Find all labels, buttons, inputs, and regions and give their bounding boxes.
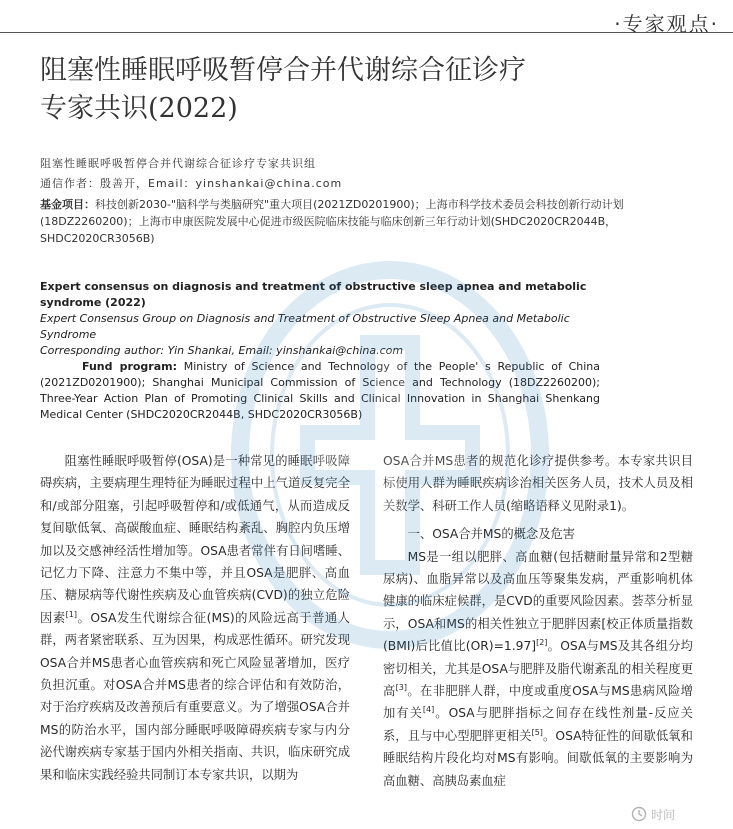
corresponding-author-en: Corresponding author: Yin Shankai, Email: yinshankai@china.com xyxy=(40,344,404,357)
author-group-en: Expert Consensus Group on Diagnosis and Treatment of Obstructive Sleep Apnea and Metabolic Syndrome xyxy=(40,312,570,341)
author-group-cn: 阻塞性睡眠呼吸暂停合并代谢综合征诊疗专家共识组 xyxy=(40,157,316,170)
english-title: Expert consensus on diagnosis and treatment of obstructive sleep apnea and metabolic syndrome (2022) xyxy=(40,280,587,309)
en-meta-block xyxy=(40,279,600,423)
body-paragraph: 阻塞性睡眠呼吸暂停(OSA)是一种常见的睡眠呼吸障碍疾病，主要病理生理特征为睡眠过程中上气道反复完全和/或部分阻塞，引起呼吸暂停和/或低通气，从而造成反复间歇低氧、高碳酸血症、睡眠结构紊乱、胸腔内负压增加以及交感神经活性增加等。OSA患者常伴有日间嗜睡、记忆力下降、注意力不集中等，并且OSA是肥胖、高血压、糖尿病等代谢性疾病及心血管疾病(CVD)的独立危险因素[1]。OSA发生代谢综合征(MS)的风险远高于普通人群，两者紧密联系、互为因果，构成恶性循环。研究发现OSA合并MS患者心血管疾病和死亡风险显著增加，医疗负担沉重。对OSA合并MS患者的综合评估和有效防治，对于治疗疾病及改善预后有重要意义。为了增强OSA合并MS的防治水平，国内部分睡眠呼吸障碍疾病专家与内分泌代谢疾病专家基于国内外相关指南、共识，临床研究成果和临床实践经验共同制订本专家共识，以期为 xyxy=(40,454,350,782)
citation-ref[interactable]: [3] xyxy=(395,682,408,692)
body-column-left xyxy=(40,450,350,786)
section-tag: ·专家观点· xyxy=(614,12,719,36)
clock-icon xyxy=(631,806,647,822)
header-rule xyxy=(0,32,733,33)
cn-meta-block xyxy=(40,154,710,247)
fund-text-en: Ministry of Science and Technology of the People' s Republic of China (2021ZD0201900); Shanghai Municipal Commission of Science and Technology (18DZ2260200); Three-Year Action Plan of Promoting Clinical Skills and Clinical Innovation in Shanghai Shenkang Medical Center (SHDC2020CR2044B, SHDC2020CR3056B) xyxy=(40,360,600,421)
corresponding-author-cn: 通信作者：殷善开，Email：yinshankai@china.com xyxy=(40,177,343,190)
citation-ref[interactable]: [2] xyxy=(536,638,548,648)
fund-label-cn: 基金项目： xyxy=(40,198,95,211)
body-paragraph: MS是一组以肥胖、高血糖(包括糖耐量异常和2型糖尿病)、血脂异常以及高血压等聚集发病，严重影响机体健康的临床症候群，是CVD的重要风险因素。荟萃分析显示，OSA和MS的相关性独立于肥胖因素[校正体质量指数(BMI)后比值比(OR)=1.97][2]。OSA与MS及其各组分均密切相关，尤其是OSA与肥胖及脂代谢紊乱的相关程度更高[3]。在非肥胖人群，中度或重度OSA与MS患病风险增加有关[4]。OSA与肥胖指标之间存在线性剂量-反应关系，且与中心型肥胖更相关[5]。OSA特征性的间歇低氧和睡眠结构片段化均对MS有影响。间歇低氧的主要影响为高血糖、高胰岛素血症 xyxy=(383,549,693,788)
fund-text-cn: 科技创新2030-"脑科学与类脑研究"重大项目(2021ZD0201900)；上海市科学技术委员会科技创新行动计划(18DZ2260200)；上海市申康医院发展中心促进市级医院临床技能与临床创新三年行动计划(SHDC2020CR2044B，SHDC2020CR3056B) xyxy=(40,198,624,245)
section-heading: 一、OSA合并MS的概念及危害 xyxy=(407,527,576,542)
body-column-right xyxy=(383,450,693,792)
citation-ref[interactable]: [1] xyxy=(65,609,77,619)
source-logo-text: 时间 xyxy=(651,807,676,822)
body-paragraph: OSA合并MS患者的规范化诊疗提供参考。本专家共识目标使用人群为睡眠疾病诊治相关医务人员，技术人员及相关数学、科研工作人员(缩略语释义见附录1)。 xyxy=(383,454,693,513)
article-title-line2: 专家共识(2022) xyxy=(40,93,238,124)
source-logo xyxy=(631,803,693,825)
citation-ref[interactable]: [5] xyxy=(531,727,543,737)
fund-program-cn xyxy=(40,196,710,247)
article-body xyxy=(40,450,705,829)
citation-ref[interactable]: [4] xyxy=(422,705,435,715)
article-title-line1: 阻塞性睡眠呼吸暂停合并代谢综合征诊疗 xyxy=(40,55,526,86)
fund-label-en: Fund program: xyxy=(82,360,178,373)
fund-program-en xyxy=(40,359,600,423)
article-title xyxy=(40,52,640,128)
